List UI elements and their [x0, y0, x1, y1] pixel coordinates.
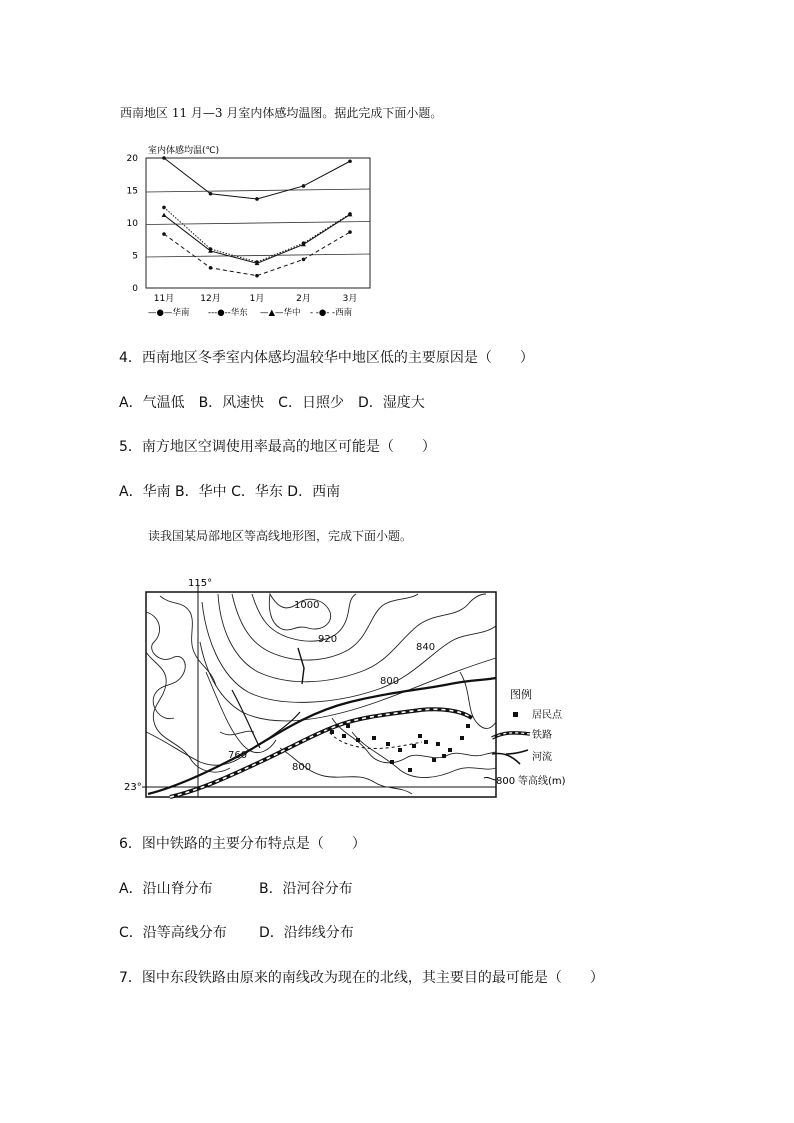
chart-legend-entry: - -●- -西南: [310, 308, 353, 318]
chart-point-华南: [255, 197, 259, 201]
question-6-option-d: D．沿纬线分布: [259, 925, 354, 941]
chart-legend-entry: ---●--华东: [208, 308, 248, 318]
question-6-option-b: B．沿河谷分布: [259, 881, 353, 897]
contour-label-1000: 1000: [294, 600, 320, 611]
contour-label-760: 760: [228, 750, 248, 761]
chart-gridline: [146, 189, 370, 192]
river-legend-icon: [492, 750, 528, 764]
chart-point-华南: [302, 184, 306, 188]
chart-point-西南: [162, 232, 166, 236]
chart-point-华东: [162, 206, 166, 210]
chart-point-华南: [162, 156, 166, 160]
legend-river: 河流: [532, 752, 552, 763]
chart-point-西南: [255, 274, 259, 278]
contour-map: [120, 572, 590, 804]
chart-series-line-华东: [164, 207, 350, 262]
legend-contour-sample: 800: [496, 776, 516, 787]
chart-series-line-华南: [164, 158, 350, 199]
chart-y-tick-label: 15: [126, 186, 138, 197]
chart-y-tick-label: 0: [132, 284, 138, 294]
question-5-options: A．华南 B．华中 C．华东 D．西南: [119, 484, 341, 500]
chart-y-tick-label: 10: [126, 219, 138, 229]
chart-point-华南: [348, 159, 352, 163]
question-5-stem: 5．南方地区空调使用率最高的地区可能是（ ）: [119, 439, 436, 455]
question-6-stem: 6．图中铁路的主要分布特点是（ ）: [119, 836, 366, 852]
contour-label-920: 920: [318, 634, 338, 645]
chart-legend-entry: —●—华南: [148, 308, 190, 318]
contour-label-800-north: 800: [380, 676, 400, 687]
chart-gridline: [146, 254, 370, 257]
contour-label-840: 840: [416, 642, 436, 653]
chart-x-tick-label: 12月: [200, 294, 221, 304]
temperature-chart: [118, 140, 378, 320]
intro-text-1: 西南地区 11 月—3 月室内体感均温图。据此完成下面小题。: [120, 106, 443, 120]
contour-label-800-south: 800: [292, 762, 312, 773]
question-7-stem: 7．图中东段铁路由原来的南线改为现在的北线，其主要目的最可能是（ ）: [119, 970, 604, 986]
chart-point-华中: [162, 213, 167, 217]
legend-title: 图例: [510, 688, 532, 701]
chart-point-西南: [348, 230, 352, 234]
contour-legend-icon: [484, 777, 496, 780]
chart-point-西南: [209, 266, 213, 270]
latitude-label: 23°: [124, 782, 142, 793]
railway: [170, 709, 472, 797]
question-6-option-c: C．沿等高线分布: [119, 925, 227, 941]
settlement-legend-icon: [513, 712, 518, 717]
chart-y-axis-label: 室内体感均温(℃): [148, 146, 220, 156]
chart-series-line-西南: [164, 232, 350, 276]
legend-settlement: 居民点: [532, 710, 562, 721]
chart-x-tick-label: 11月: [153, 294, 175, 304]
chart-x-tick-label: 2月: [296, 294, 311, 304]
question-6-option-a: A．沿山脊分布: [119, 881, 213, 897]
river: [148, 648, 496, 794]
chart-point-西南: [302, 258, 306, 262]
longitude-label: 115°: [188, 578, 213, 589]
chart-legend-entry: —▲—华中: [260, 308, 301, 318]
contour-map-svg: [120, 572, 590, 804]
temperature-chart-svg: [118, 140, 378, 320]
chart-point-华南: [209, 192, 213, 196]
chart-y-tick-label: 5: [132, 251, 138, 262]
chart-x-tick-label: 3月: [342, 294, 358, 304]
question-4-options: A．气温低 B．风速快 C．日照少 D．湿度大: [119, 395, 425, 411]
intro-text-2: 读我国某局部地区等高线地形图，完成下面小题。: [148, 529, 413, 543]
settlements: [330, 724, 470, 772]
legend-railway: 铁路: [532, 730, 552, 741]
question-4-stem: 4．西南地区冬季室内体感均温较华中地区低的主要原因是（ ）: [119, 350, 534, 366]
legend-contour: 等高线(m): [518, 776, 566, 787]
chart-x-tick-label: 1月: [249, 294, 265, 304]
chart-y-tick-label: 20: [126, 154, 138, 164]
